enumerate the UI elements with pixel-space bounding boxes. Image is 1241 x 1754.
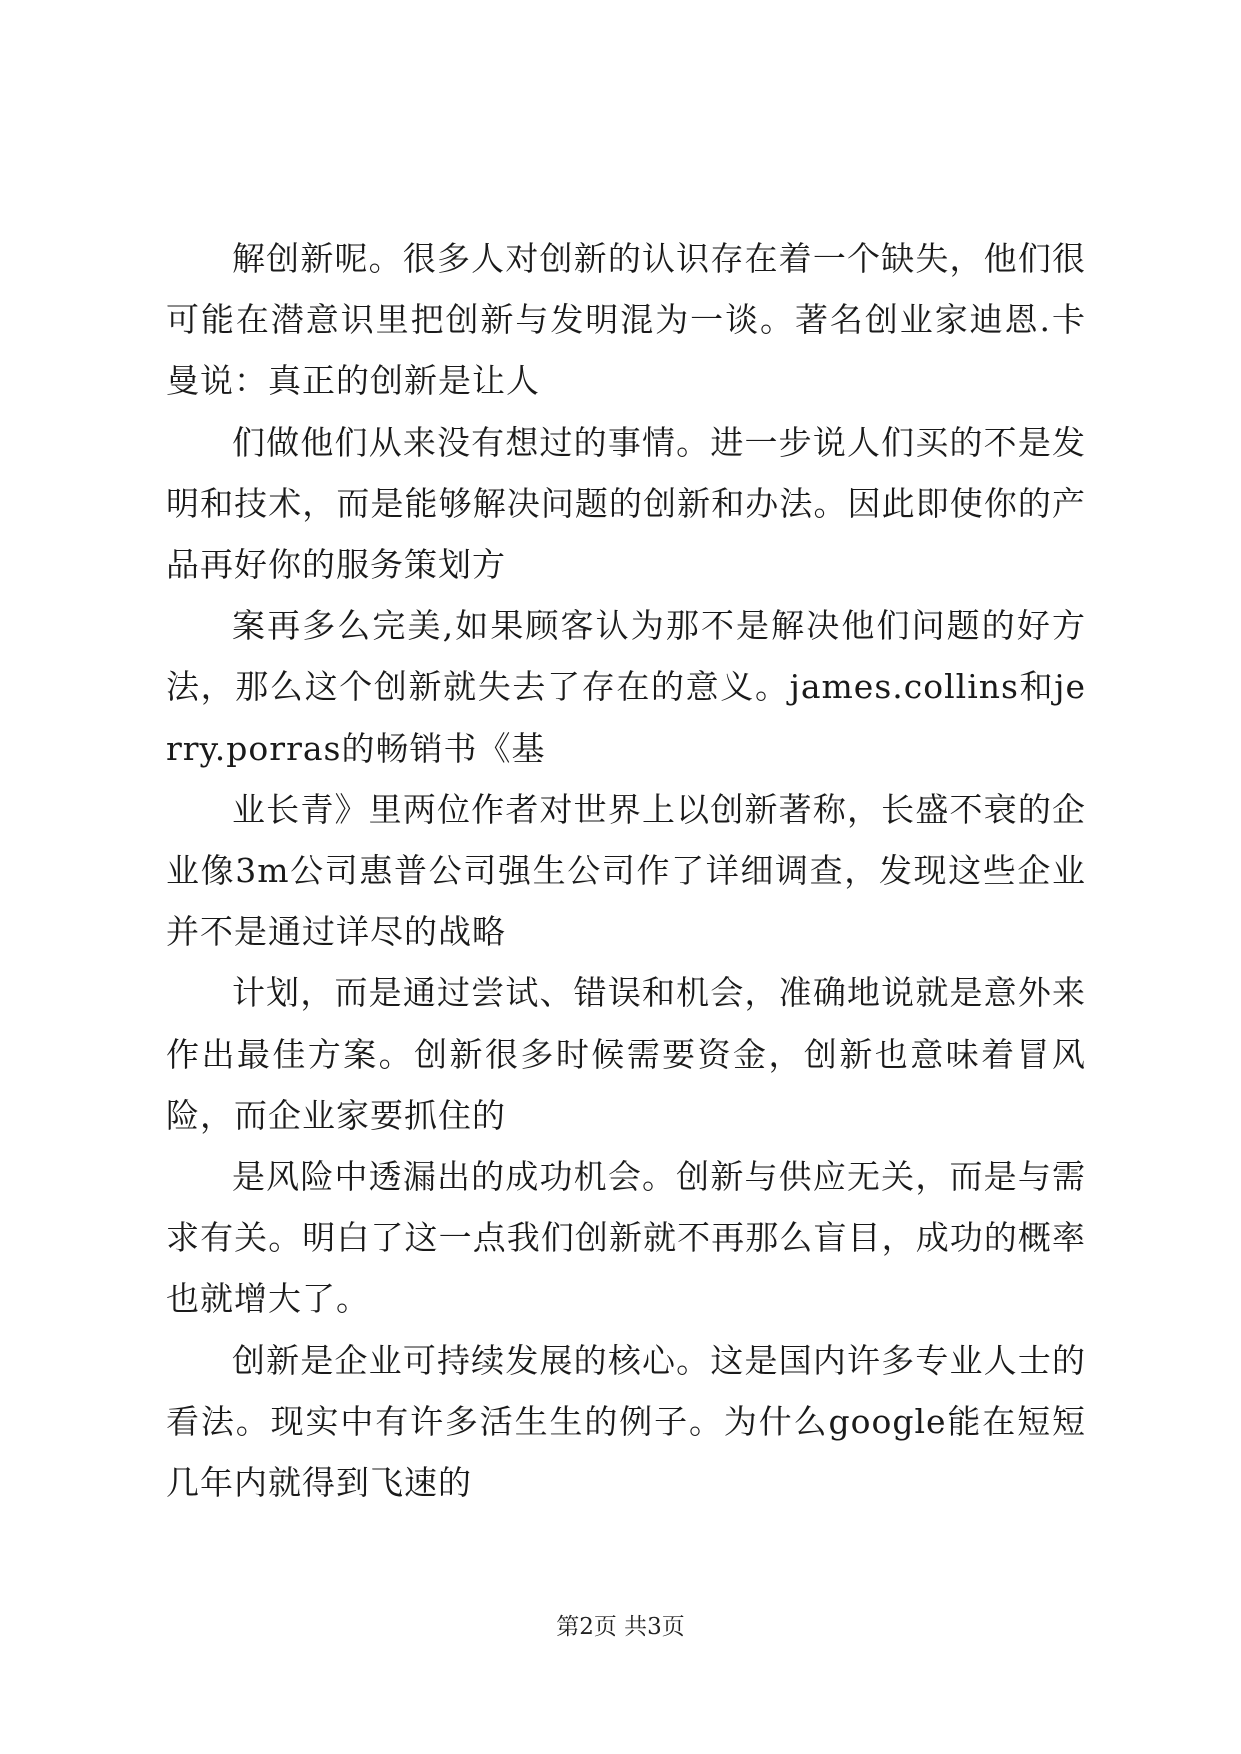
paragraph: 解创新呢。很多人对创新的认识存在着一个缺失，他们很可能在潜意识里把创新与发明混为一谈。著名创业家迪恩.卡曼说：真正的创新是让人 [166, 239, 1086, 401]
paragraph: 业长青》里两位作者对世界上以创新著称，长盛不衰的企业像3m公司惠普公司强生公司作了详细调查，发现这些企业并不是通过详尽的战略 [166, 789, 1086, 952]
document-body [166, 228, 1086, 1513]
paragraph: 是风险中透漏出的成功机会。创新与供应无关，而是与需求有关。明白了这一点我们创新就不再那么盲目，成功的概率也就增大了。 [166, 1157, 1086, 1319]
page-number-footer: 第2页 共3页 [556, 1614, 685, 1640]
paragraph: 创新是企业可持续发展的核心。这是国内许多专业人士的看法。现实中有许多活生生的例子。为什么google能在短短几年内就得到飞速的 [166, 1340, 1086, 1503]
paragraph: 们做他们从来没有想过的事情。进一步说人们买的不是发明和技术，而是能够解决问题的创新和办法。因此即使你的产品再好你的服务策划方 [166, 422, 1086, 585]
paragraph: 案再多么完美,如果顾客认为那不是解决他们问题的好方法，那么这个创新就失去了存在的意义。james.collins和jerry.porras的畅销书《基 [166, 606, 1086, 768]
paragraph: 计划，而是通过尝试、错误和机会，准确地说就是意外来作出最佳方案。创新很多时候需要资金，创新也意味着冒风险，而企业家要抓住的 [166, 973, 1086, 1135]
